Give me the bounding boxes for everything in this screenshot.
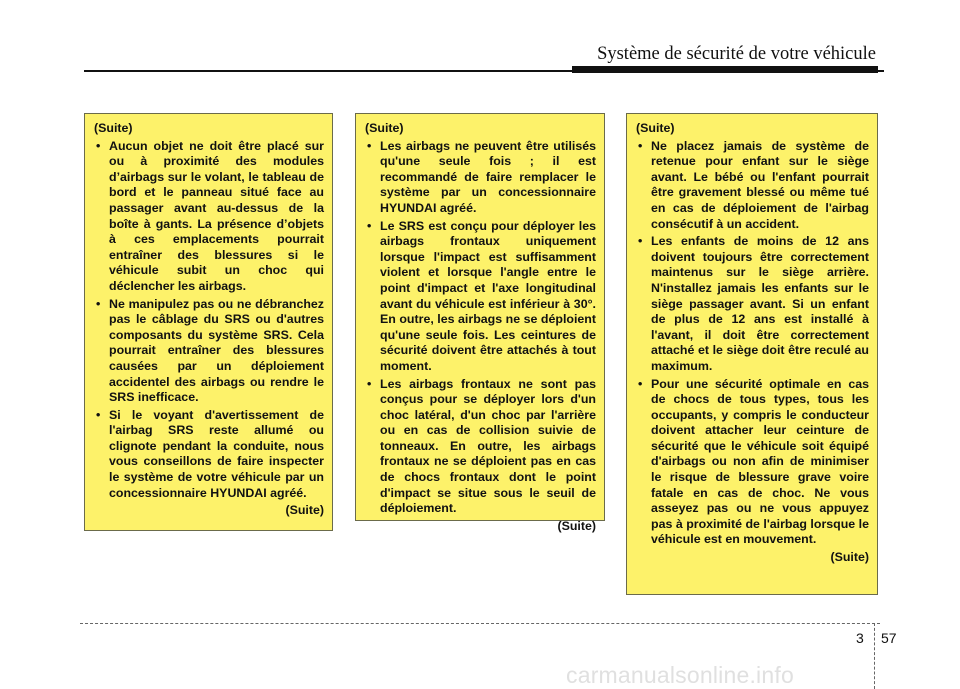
warning-item-text: Le SRS est conçu pour déployer les airbags frontaux uniquement lorsque l'impact est suffisamment violent et lorsque l'angle entre le point d'impact et l'axe longitudinal avant du véhicule est inférieur à 30°. En outre, les airbags ne se déploient qu'une seule fois. Les ceintures de sécurité doivent être attachés à tout moment.	[380, 218, 596, 373]
bullet-icon: •	[638, 234, 643, 249]
bullet-icon: •	[367, 376, 372, 391]
box-continues-label: (Suite)	[285, 503, 324, 518]
warning-item	[636, 377, 869, 549]
bullet-icon: •	[638, 138, 643, 153]
warning-item-text: Aucun objet ne doit être placé sur ou à proximité des modules d’airbags sur le volant, le tableau de bord et le panneau situé face au passager avant au-dessus de la boîte à gants. La présence d’objets à ces emplacements pourrait entraîner des blessures si le véhicule subit un choc qui déclencher les airbags.	[109, 138, 324, 293]
page-number: 57	[881, 630, 897, 646]
box-continued-label: (Suite)	[636, 121, 675, 135]
warning-list	[365, 139, 596, 517]
page-header-title: Système de sécurité de votre véhicule	[597, 44, 876, 64]
warning-item-text: Les enfants de moins de 12 ans doivent toujours être correctement maintenus sur le siège arrière. N'installez jamais les enfants sur le siège passager avant. Si un enfant de plus de 12 ans est installé à l'avant, il doit être correctement attaché et le siège doit être reculé au maximum.	[651, 234, 869, 373]
warning-item-text: Les airbags frontaux ne sont pas conçus pour se déployer lors d'un choc latéral, d'un choc par l'arrière ou en cas de collision suivie de tonneaux. En outre, les airbags frontaux ne se déploient pas en cas de chocs frontaux dont le point d'impact se situe sous le seuil de déploiement.	[380, 376, 596, 516]
bullet-icon: •	[96, 138, 101, 153]
watermark: carmanualsonline.info	[566, 662, 794, 688]
warning-item	[94, 139, 324, 295]
warning-box-middle	[355, 113, 605, 533]
warning-item-text: Ne placez jamais de système de retenue pour enfant sur le siège avant. Le bébé ou l'enfant pourrait être gravement blessé ou même tué en cas de déploiement de l'airbag consécutif à un accident.	[651, 138, 869, 231]
warning-item	[365, 377, 596, 517]
bullet-icon: •	[638, 376, 643, 391]
bullet-icon: •	[96, 296, 101, 311]
warning-item-text: Si le voyant d'avertissement de l'airbag SRS reste allumé ou clignote pendant la conduite, nous vous conseillons de faire inspecter le système de votre véhicule par un concessionnaire HYUNDAI agréé.	[109, 407, 324, 500]
warning-item	[365, 139, 596, 217]
page-marker-divider	[874, 623, 875, 689]
bullet-icon: •	[367, 218, 372, 233]
box-continues-label: (Suite)	[557, 518, 596, 533]
warning-item-text: Ne manipulez pas ou ne débranchez pas le câblage du SRS ou d'autres composants du système SRS. Cela pourrait entraîner des blessures causées par un déploiement accidentel des airbags ou rendre le SRS inefficace.	[109, 296, 324, 405]
box-continues-label: (Suite)	[830, 550, 869, 565]
warning-item	[94, 297, 324, 406]
box-continued-label: (Suite)	[94, 121, 133, 135]
warning-list	[94, 139, 324, 502]
warning-item	[365, 219, 596, 375]
warning-box-left	[84, 113, 333, 531]
chapter-number: 3	[856, 630, 864, 646]
warning-box-right	[626, 113, 878, 595]
box-continued-label: (Suite)	[365, 121, 404, 135]
warning-item-text: Pour une sécurité optimale en cas de chocs de tous types, tous les occupants, y compris le conducteur doivent attacher leur ceinture de sécurité que le véhicule soit équipé d'airbags ou non afin de minimiser le risque de blessure grave voire fatale en cas de choc. Ne vous asseyez pas ou ne vous appuyez pas à proximité de l'airbag lorsque le véhicule est en mouvement.	[651, 376, 869, 547]
header-rule-accent	[572, 66, 878, 73]
warning-item	[636, 139, 869, 233]
warning-item	[636, 234, 869, 374]
warning-item-text: Les airbags ne peuvent être utilisés qu'une seule fois ; il est recommandé de faire remplacer le système par un concessionnaire HYUNDAI agréé.	[380, 138, 596, 215]
warning-list	[636, 139, 869, 548]
warning-item	[94, 408, 324, 502]
bullet-icon: •	[367, 138, 372, 153]
bullet-icon: •	[96, 407, 101, 422]
page-marker-line	[80, 623, 880, 624]
